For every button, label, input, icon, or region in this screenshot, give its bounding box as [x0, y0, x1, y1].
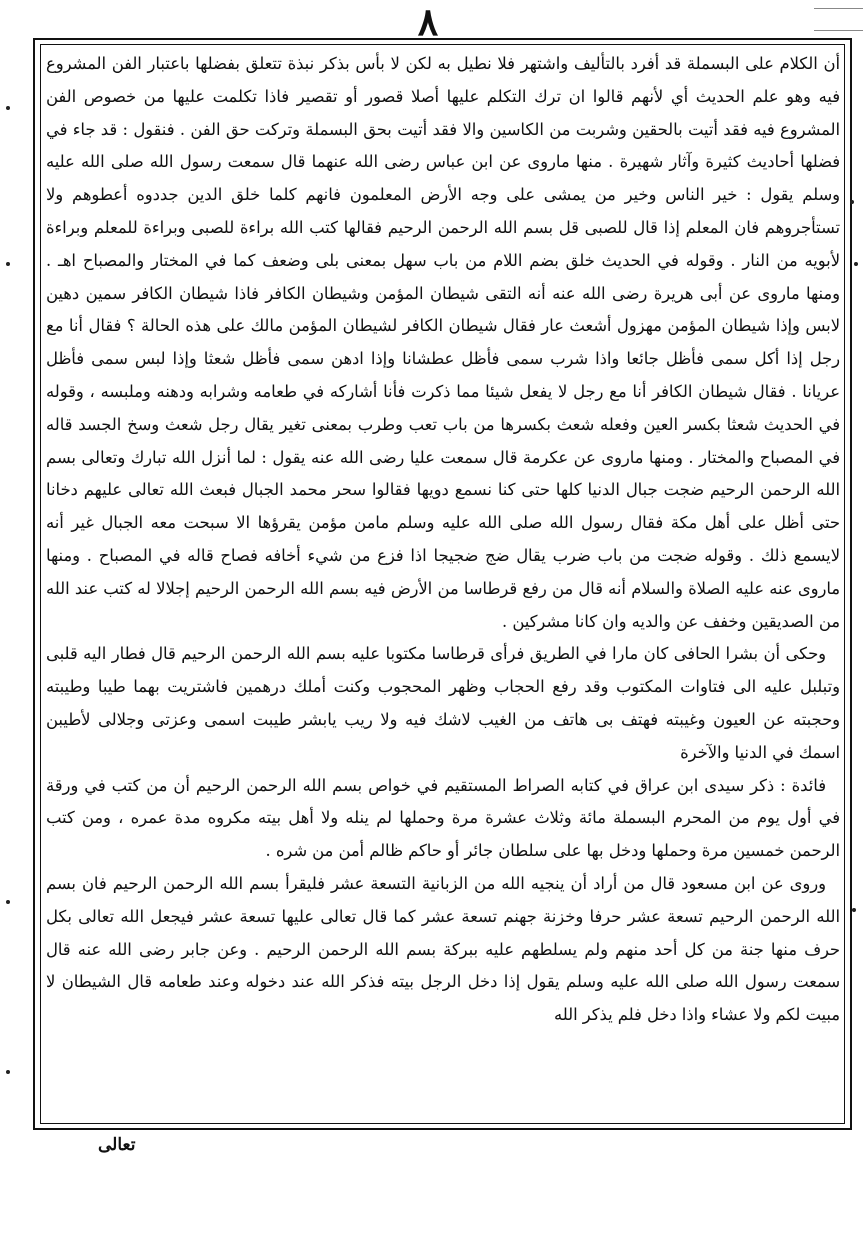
paragraph-benefit: فائدة : ذكر سيدى ابن عراق في كتابه الصراط المستقيم في خواص بسم الله الرحمن الرحيم أن من كتب في ورقة في أول يوم من المحرم البسملة مائة وثلاث عشرة مرة وحملها لم ينله ولا أهل بيته مكروه مدة عمره ، ومن كتب الرحمن خمسين مرة وحملها ودخل بها على سلطان جائر أو حاكم ظالم أمن من شره .: [46, 775, 840, 861]
catchword: تعالى: [98, 1135, 136, 1155]
margin-mark: [6, 262, 10, 266]
margin-mark: [854, 262, 858, 266]
main-text-block: [46, 48, 840, 1122]
margin-mark: [6, 1070, 10, 1074]
paragraph-bishr-story: وحكى أن بشرا الحافى كان مارا في الطريق فرأى قرطاسا مكتوبا عليه بسم الله الرحمن الرحيم قال فطار اليه قلبى وتبلبل عليه الى فتاوات المكتوب وقد رفع الحجاب وظهر المحجوب وكنت أملك درهمين فاشتريت بهما طيبا وطيبته وحجبته عن العيون وغيبته فهتف بى هاتف من الغيب لاشك فيه ولا ريب يابشر طيبت اسمى وعزتى وجلالى لأطيبن اسمك في الدنيا والآخرة: [46, 644, 840, 762]
margin-mark: [850, 200, 854, 204]
page-number: ٨: [417, 0, 439, 44]
paragraph-ibn-masud: وروى عن ابن مسعود قال من أراد أن ينجيه الله من الزبانية التسعة عشر فليقرأ بسم الله الرحمن الرحيم فان بسم الله الرحمن الرحيم تسعة عشر حرفا وخزنة جهنم تسعة عشر كما قال تعالى عليها تسعة عشر فيجعل الله تعالى بكل حرف منها جنة من كل أحد منهم ولم يسلطهم عليه ببركة بسم الله الرحمن الرحيم . وعن جابر رضى الله عنه قال سمعت رسول الله صلى الله عليه وسلم يقول إذا دخل الرجل بيته فذكر الله عند دخوله وعند طعامه قال الشيطان لا مبيت لكم ولا عشاء واذا دخل فلم يذكر الله: [46, 873, 840, 1025]
edge-line-top: [814, 8, 863, 9]
edge-line-second: [814, 30, 863, 31]
margin-mark: [6, 900, 10, 904]
margin-mark: [6, 106, 10, 110]
margin-mark: [852, 908, 856, 912]
paragraph-basmala-virtues: أن الكلام على البسملة قد أفرد بالتأليف واشتهر فلا نطيل به لكن لا بأس بذكر نبذة تتعلق بفضلها باعتبار الفن المشروع فيه وهو علم الحديث أي لأنهم قالوا ان ترك التكلم عليها أصلا قصور أو تقصير فاذا تكلمت عليها من خصوص الفن المشروع فيه فقد أتيت بالحقين وشربت من الكاسين والا فقد أتيت بحق البسملة وتركت حق الفن . فنقول : قد جاء في فضلها أحاديث كثيرة وآثار شهيرة . منها ماروى عن ابن عباس رضى الله عنهما قال سمعت رسول الله صلى الله عليه وسلم يقول : خير الناس وخير من يمشى على وجه الأرض المعلمون فانهم كلما خلق الدين جددوه أعطوهم ولا تستأجروهم فان المعلم إذا قال للصبى قل بسم الله الرحمن الرحيم فقالها كتب الله براءة للصبى وبراءة للمعلم وبراءة لأبويه من النار . وقوله في الحديث خلق بضم اللام من باب سهل بمعنى بلى وضعف كما في المختار والمصباح اهـ . ومنها ماروى عن أبى هريرة رضى الله عنه أنه التقى شيطان المؤمن وشيطان الكافر فاذا شيطان الكافر سمين دهين لابس وإذا شيطان المؤمن مهزول أشعث عار فقال شيطان الكافر لشيطان المؤمن مالك على هذه الحالة ؟ فقال أنا مع رجل إذا أكل سمى فأظل جائعا واذا شرب سمى فأظل عطشانا وإذا ادهن سمى فأظل شعثا وإذا لبس سمى فأظل عريانا . فقال شيطان الكافر أنا مع رجل لا يفعل شيئا مما ذكرت فأنا أشاركه في طعامه وشرابه ودهنه وملبسه ، وقوله في الحديث شعثا بكسر العين وفعله شعث بكسرها من باب تعب وطرب بمعنى تغير يقال رجل شعث وسخ الجسد قاله في المصباح والمختار . ومنها ماروى عن عكرمة قال سمعت عليا رضى الله عنه يقول : لما أنزل الله تبارك وتعالى بسم الله الرحمن الرحيم ضجت جبال الدنيا كلها حتى كنا نسمع دويها فقالوا سحر محمد الجبال فبعث الله تعالى عليهم دخانا حتى أظل على أهل مكة فقال رسول الله صلى الله عليه وسلم مامن مؤمن يقرؤها الا سبحت معه الجبال غير أنه لايسمع ذلك . وقوله ضجت من باب ضرب يقال ضج ضجيجا اذا فزع من شيء أخافه فصاح قاله في المصباح . ومنها ماروى عنه عليه الصلاة والسلام أنه قال من رفع قرطاسا من الأرض فيه بسم الله الرحمن الرحيم إجلالا له كتب عند الله من الصديقين وخفف عن والديه وان كانا مشركين .: [46, 54, 840, 631]
